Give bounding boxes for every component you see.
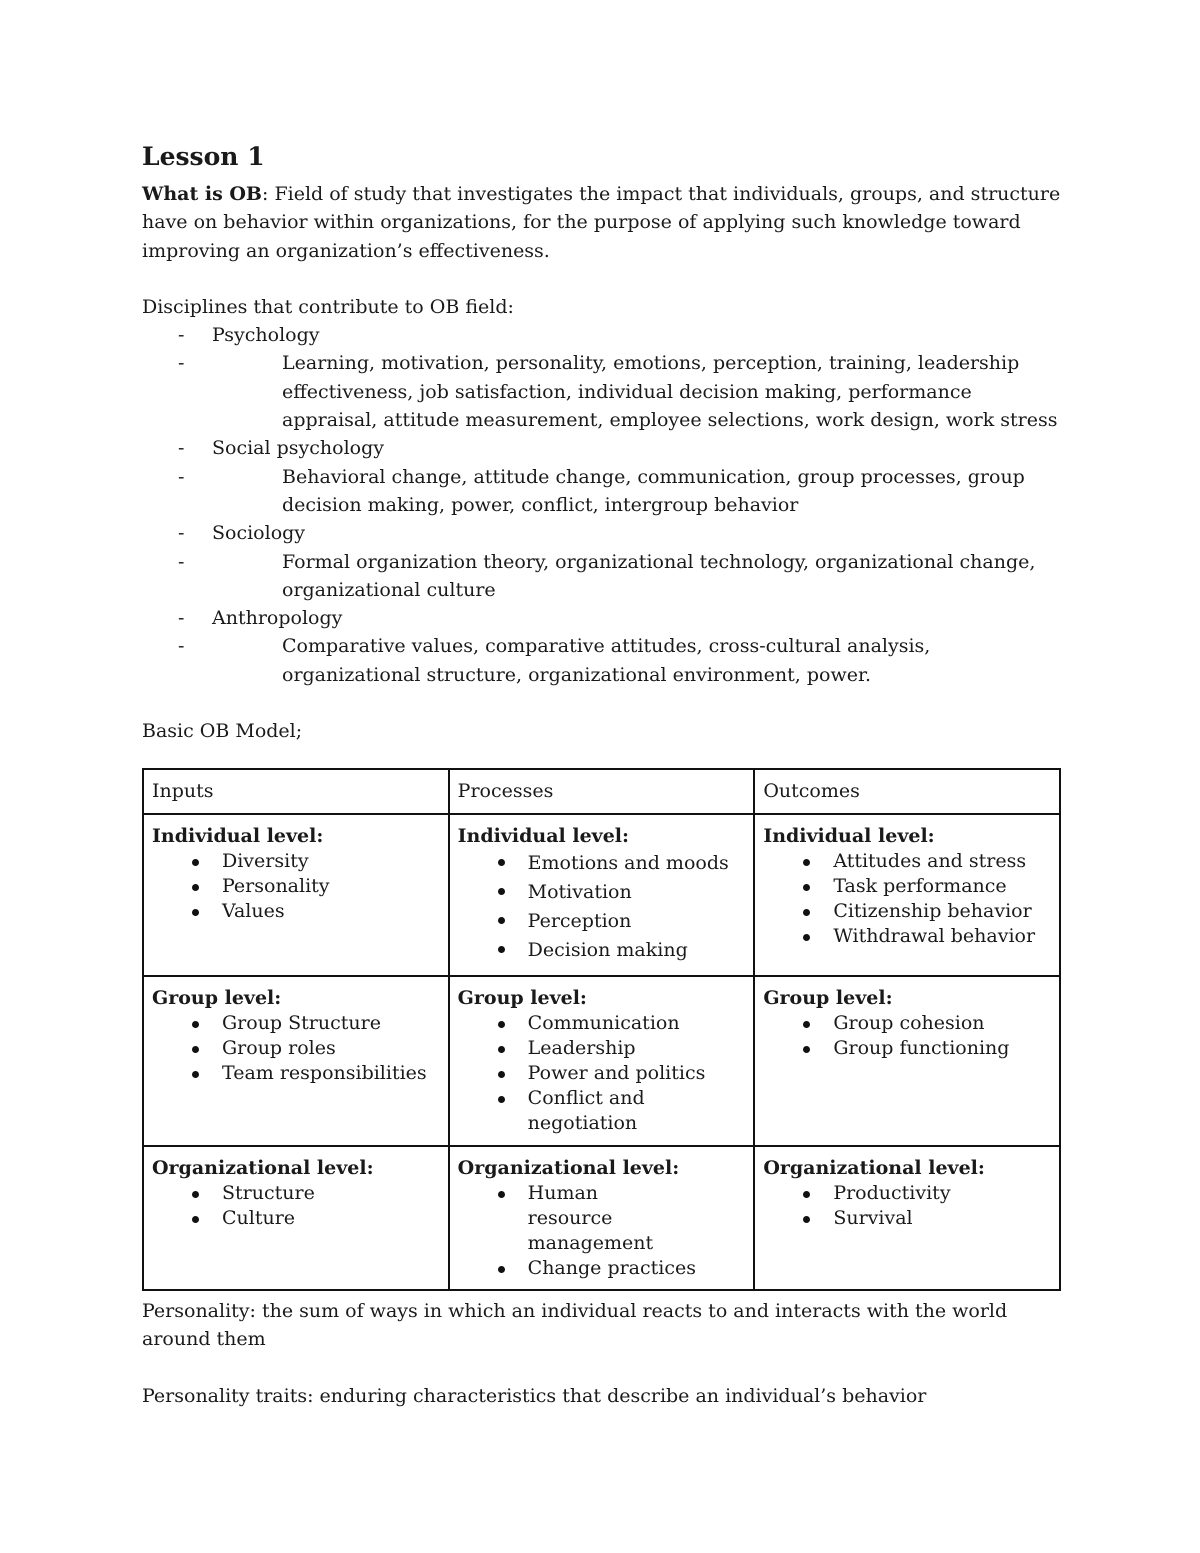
list-item: Survival (763, 1206, 1051, 1231)
ob-definition (142, 180, 1062, 265)
discipline-detail: - Behavioral change, attitude change, communication, group processes, group decision making, power, conflict, intergroup behavior (142, 463, 1062, 520)
level-label: Individual level: (457, 825, 630, 847)
disciplines-intro: Disciplines that contribute to OB field: (142, 295, 514, 318)
header-outcomes: Outcomes (754, 769, 1060, 814)
list-item: Power and politics (458, 1061, 746, 1086)
table-cell (754, 814, 1060, 976)
list-item: Attitudes and stress (763, 849, 1051, 874)
ob-definition-label: What is OB (142, 183, 262, 205)
level-label: Group level: (457, 987, 587, 1009)
list-item: Perception (458, 907, 746, 936)
personality-definition: Personality: the sum of ways in which an individual reacts to and interacts with the world around them (142, 1300, 1008, 1351)
model-intro: Basic OB Model; (142, 720, 303, 743)
table-header-row (143, 769, 1060, 814)
discipline-name: Social psychology (212, 437, 384, 460)
discipline-name: Sociology (212, 522, 306, 545)
discipline-item (142, 321, 1062, 434)
table-cell (143, 1146, 449, 1290)
discipline-detail: - Comparative values, comparative attitudes, cross-cultural analysis, organizational structure, organizational environment, power. (142, 632, 1062, 689)
list-item: Motivation (458, 878, 746, 907)
table-cell (449, 814, 755, 976)
table-cell (449, 976, 755, 1146)
list-item: Leadership (458, 1036, 746, 1061)
table-cell (143, 814, 449, 976)
list-item: Emotions and moods (458, 849, 746, 878)
table-row (143, 976, 1060, 1146)
list-item: Structure (152, 1181, 440, 1206)
list-item: Diversity (152, 849, 440, 874)
level-label: Individual level: (763, 825, 935, 847)
discipline-name: Psychology (212, 324, 320, 347)
list-item: Group Structure (152, 1011, 440, 1036)
list-item: Group roles (152, 1036, 440, 1061)
ob-definition-text: : Field of study that investigates the impact that individuals, groups, and structure have on behavior within organizations, for the purpose of applying such knowledge toward improving an organization’s effectiveness. (142, 183, 1061, 262)
table-cell (754, 1146, 1060, 1290)
discipline-detail: - Learning, motivation, personality, emotions, perception, training, leadership effectiveness, job satisfaction, individual decision making, performance appraisal, attitude measurement, employee selections, work design, work stress (142, 349, 1062, 434)
list-item: Change practices (458, 1256, 746, 1281)
definitions-section (142, 1297, 1062, 1410)
discipline-name: Anthropology (212, 607, 343, 630)
list-item: Conflict and negotiation (458, 1086, 746, 1136)
table-cell (754, 976, 1060, 1146)
table-row (143, 814, 1060, 976)
document-body (142, 140, 1062, 745)
discipline-item (142, 604, 1062, 689)
list-item: Citizenship behavior (763, 899, 1051, 924)
list-item: Personality (152, 874, 440, 899)
personality-traits-definition: Personality traits: enduring characteristics that describe an individual’s behavior (142, 1384, 927, 1407)
list-item: Values (152, 899, 440, 924)
header-processes: Processes (449, 769, 755, 814)
list-item: Task performance (763, 874, 1051, 899)
disciplines-list (142, 321, 1062, 689)
list-item: Team responsibilities (152, 1061, 440, 1086)
lesson-title: Lesson 1 (142, 142, 265, 171)
header-inputs: Inputs (143, 769, 449, 814)
ob-model-table (142, 768, 1061, 1291)
level-label: Organizational level: (152, 1157, 374, 1179)
level-label: Individual level: (152, 825, 324, 847)
discipline-item (142, 434, 1062, 519)
discipline-detail: - Formal organization theory, organizational technology, organizational change, organizational culture (142, 548, 1062, 605)
discipline-item (142, 519, 1062, 604)
list-item: Culture (152, 1206, 440, 1231)
list-item: Human resource management (458, 1181, 746, 1256)
table-cell (143, 976, 449, 1146)
list-item: Productivity (763, 1181, 1051, 1206)
list-item: Withdrawal behavior (763, 924, 1051, 949)
level-label: Organizational level: (763, 1157, 985, 1179)
list-item: Decision making (458, 936, 746, 965)
level-label: Group level: (152, 987, 282, 1009)
list-item: Communication (458, 1011, 746, 1036)
level-label: Organizational level: (457, 1157, 680, 1179)
level-label: Group level: (763, 987, 893, 1009)
list-item: Group cohesion (763, 1011, 1051, 1036)
table-row (143, 1146, 1060, 1290)
table-cell (449, 1146, 755, 1290)
list-item: Group functioning (763, 1036, 1051, 1061)
